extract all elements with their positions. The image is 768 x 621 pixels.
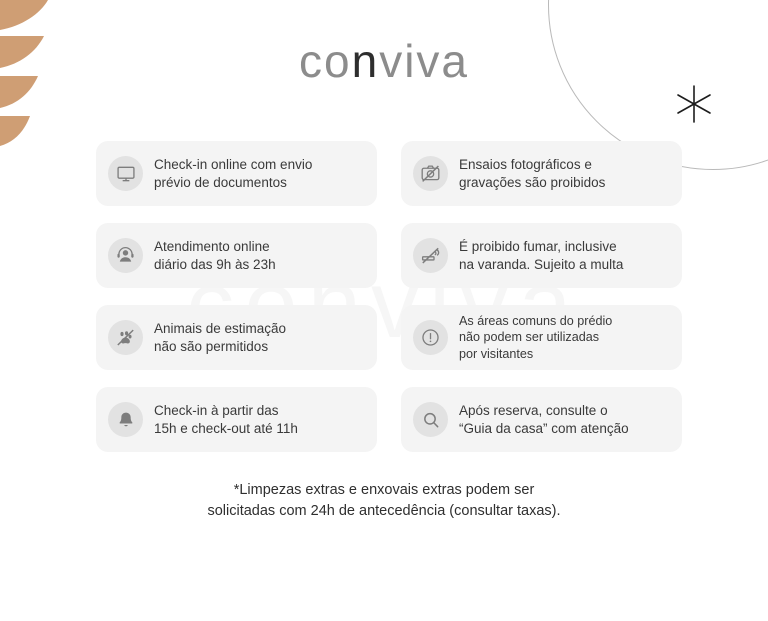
logo-part-2: n — [351, 35, 380, 87]
rule-line-1: Ensaios fotográficos e — [459, 156, 592, 172]
rule-card-text — [459, 313, 612, 362]
rule-line-2: não podem ser utilizadas — [459, 330, 600, 345]
rule-line-1: Atendimento online — [154, 238, 270, 254]
rule-line-1: Animais de estimação — [154, 320, 287, 336]
rule-line-2: 15h e check-out até 11h — [154, 420, 298, 436]
rule-line-2: diário das 9h às 23h — [154, 256, 276, 272]
bell-icon — [108, 402, 143, 437]
rule-line-3: por visitantes — [459, 346, 534, 361]
no-camera-icon — [413, 156, 448, 191]
rule-card-text — [459, 156, 605, 192]
rule-card-checkin-checkout-times — [96, 387, 377, 452]
rule-card-checkin-online — [96, 141, 377, 206]
rule-card-online-support — [96, 223, 377, 288]
rule-card-text — [459, 402, 629, 438]
rule-line-1: Check-in à partir das — [154, 402, 279, 418]
rule-card-no-pets — [96, 305, 377, 370]
rule-line-2: na varanda. Sujeito a multa — [459, 256, 624, 272]
footnote-line-1: *Limpezas extras e enxovais extras podem ser — [233, 482, 535, 498]
rule-line-2: não são permitidos — [154, 338, 269, 354]
rule-card-text — [459, 238, 623, 274]
rule-line-1: As áreas comuns do prédio — [459, 313, 613, 328]
rule-card-text — [154, 320, 286, 356]
rule-card-text — [154, 156, 312, 192]
rule-card-no-photoshoots — [401, 141, 682, 206]
search-icon — [413, 402, 448, 437]
footnote-line-2: solicitadas com 24h de antecedência (consultar taxas). — [207, 503, 561, 520]
rule-line-1: Check-in online com envio — [154, 156, 313, 172]
no-smoking-icon — [413, 238, 448, 273]
rule-card-text — [154, 402, 298, 438]
rule-card-text — [154, 238, 276, 274]
logo-part-3: viva — [379, 35, 469, 87]
rule-card-house-guide — [401, 387, 682, 452]
rules-grid — [96, 141, 682, 452]
rule-line-1: Após reserva, consulte o — [459, 402, 608, 418]
decorative-left-shape — [0, 0, 60, 180]
logo — [0, 35, 768, 87]
footnote — [0, 480, 768, 522]
rule-line-2: gravações são proibidos — [459, 174, 606, 190]
support-agent-icon — [108, 238, 143, 273]
rule-line-1: É proibido fumar, inclusive — [459, 238, 617, 254]
rule-card-common-areas — [401, 305, 682, 370]
monitor-icon — [108, 156, 143, 191]
no-pets-icon — [108, 320, 143, 355]
alert-exclamation-icon — [413, 320, 448, 355]
rule-card-no-smoking — [401, 223, 682, 288]
logo-part-1: co — [299, 35, 352, 87]
asterisk-icon — [672, 82, 716, 126]
rule-line-2: “Guia da casa” com atenção — [459, 420, 629, 436]
rule-line-2: prévio de documentos — [154, 174, 287, 190]
